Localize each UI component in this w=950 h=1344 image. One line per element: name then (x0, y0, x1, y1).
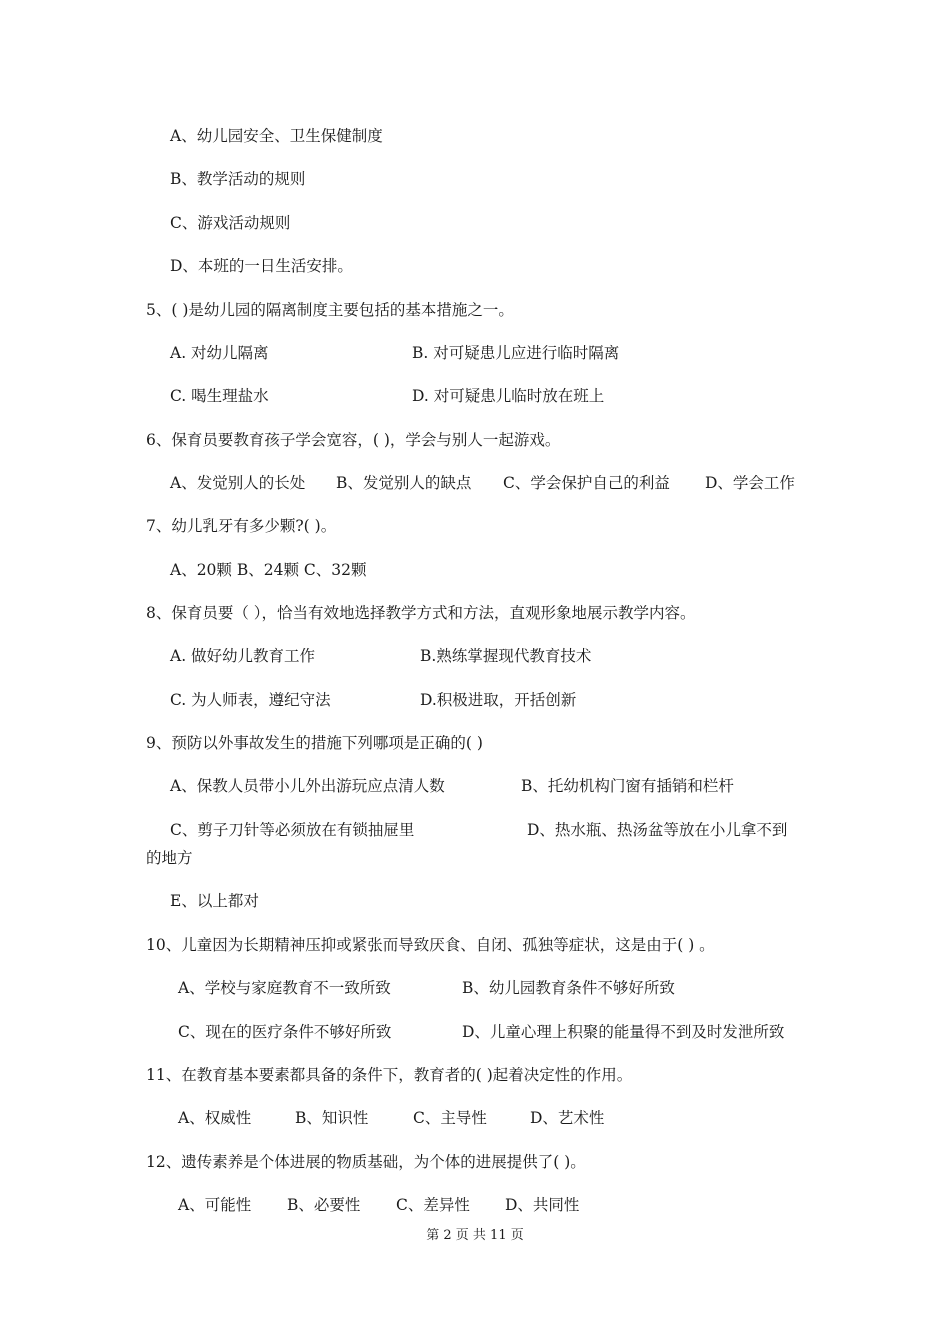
q6-option-b: B、发觉别人的缺点 (336, 474, 472, 492)
q12-option-b: B、必要性 (287, 1196, 361, 1214)
page-footer: 第 2 页 共 11 页 (426, 1228, 524, 1243)
q8-option-c: C. 为人师表，遵纪守法 (170, 691, 331, 709)
q9-option-b: B、托幼机构门窗有插销和栏杆 (521, 777, 734, 795)
q9-option-a: A、保教人员带小儿外出游玩应点清人数 (170, 777, 445, 795)
q9-option-d-continued: 的地方 (146, 849, 193, 867)
q4-option-a: A、幼儿园安全、卫生保健制度 (170, 127, 383, 145)
q6-option-a: A、发觉别人的长处 (170, 474, 306, 492)
q8-stem: 8、保育员要（ ），恰当有效地选择教学方式和方法，直观形象地展示教学内容。 (146, 604, 696, 622)
q10-stem: 10、儿童因为长期精神压抑或紧张而导致厌食、自闭、孤独等症状，这是由于( ) 。 (146, 936, 715, 954)
q12-option-d: D、共同性 (505, 1196, 580, 1214)
q8-option-a: A. 做好幼儿教育工作 (170, 647, 316, 665)
q12-option-c: C、差异性 (396, 1196, 470, 1214)
q11-option-c: C、主导性 (413, 1109, 487, 1127)
q9-stem: 9、预防以外事故发生的措施下列哪项是正确的( ) (146, 734, 483, 752)
q9-option-c: C、剪子刀针等必须放在有锁抽屉里 (170, 821, 415, 839)
q11-option-d: D、艺术性 (530, 1109, 605, 1127)
q8-option-d: D.积极进取，开括创新 (420, 691, 577, 709)
q12-option-a: A、可能性 (178, 1196, 252, 1214)
q11-option-b: B、知识性 (295, 1109, 369, 1127)
q6-option-c: C、学会保护自己的利益 (503, 474, 670, 492)
q6-option-d: D、学会工作 (705, 474, 795, 492)
q11-option-a: A、权威性 (178, 1109, 252, 1127)
q12-stem: 12、遗传素养是个体进展的物质基础，为个体的进展提供了( )。 (146, 1153, 586, 1171)
q6-stem: 6、保育员要教育孩子学会宽容，( )，学会与别人一起游戏。 (146, 431, 561, 449)
q5-option-c: C. 喝生理盐水 (170, 387, 269, 405)
q5-option-a: A. 对幼儿隔离 (170, 344, 269, 362)
q11-stem: 11、在教育基本要素都具备的条件下，教育者的( )起着决定性的作用。 (146, 1066, 633, 1084)
q10-option-d: D、儿童心理上积聚的能量得不到及时发泄所致 (462, 1023, 785, 1041)
q10-option-a: A、学校与家庭教育不一致所致 (178, 979, 391, 997)
q10-option-c: C、现在的医疗条件不够好所致 (178, 1023, 392, 1041)
q9-option-e: E、以上都对 (170, 892, 259, 910)
q4-option-c: C、游戏活动规则 (170, 214, 291, 232)
q4-option-d: D、本班的一日生活安排。 (170, 257, 353, 275)
q7-stem: 7、幼儿乳牙有多少颗?( )。 (146, 517, 337, 535)
q10-option-b: B、幼儿园教育条件不够好所致 (462, 979, 675, 997)
q4-option-b: B、教学活动的规则 (170, 170, 306, 188)
q7-options: A、20颗 B、24颗 C、32颗 (170, 561, 367, 579)
q5-option-b: B. 对可疑患儿应进行临时隔离 (412, 344, 620, 362)
q8-option-b: B.熟练掌握现代教育技术 (420, 647, 592, 665)
q9-option-d: D、热水瓶、热汤盆等放在小儿拿不到 (527, 821, 788, 839)
q5-option-d: D. 对可疑患儿临时放在班上 (412, 387, 605, 405)
q5-stem: 5、( )是幼儿园的隔离制度主要包括的基本措施之一。 (146, 301, 514, 319)
